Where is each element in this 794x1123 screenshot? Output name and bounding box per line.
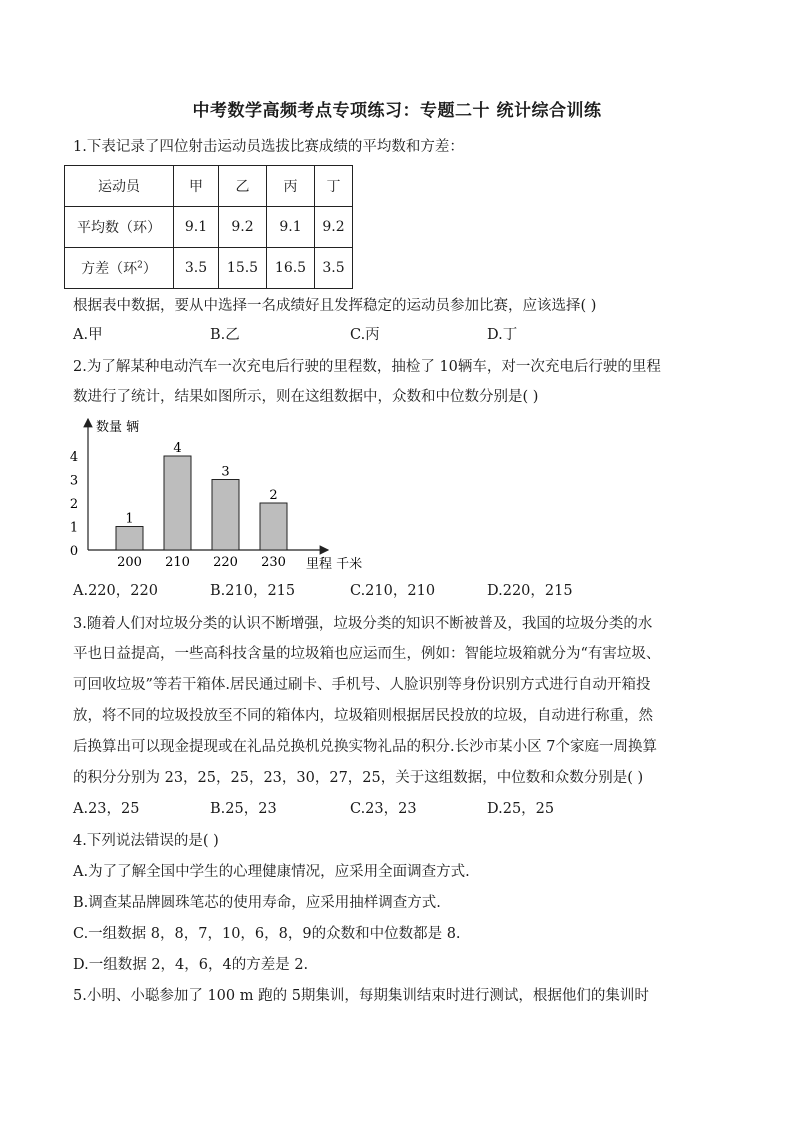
bar-data-label: 4 [173,441,182,456]
table-cell: 丁 [315,166,353,207]
q2-stem-line-1: 2.为了解某种电动汽车一次充电后行驶的里程数，抽检了 10辆车，对一次充电后行驶的里程 [73,359,661,375]
table-cell: 3.5 [315,248,353,289]
table-row [65,166,353,207]
q4-option-c: C.一组数据 8，8，7，10，6，8，9的众数和中位数都是 8. [73,926,461,942]
x-tick-label: 230 [261,555,286,570]
q2-option-b: B.210，215 [210,583,296,599]
table-cell: 9.2 [315,207,353,248]
table-cell: 甲 [174,166,219,207]
table-cell: 16.5 [267,248,315,289]
q1-score-table [64,165,353,289]
q3-option-a: A.23，25 [73,801,140,817]
q3-line-6: 的积分分别为 23，25，25，23，30，27，25，关于这组数据，中位数和众数分别是( ) [73,770,644,786]
table-cell [65,248,174,289]
q3-line-2: 平也日益提高，一些高科技含量的垃圾箱也应运而生，例如：智能垃圾箱就分为“有害垃圾、 [73,646,661,662]
q1-option-c: C.丙 [350,327,380,343]
q4-option-d: D.一组数据 2，4，6，4的方差是 2. [73,957,309,973]
table-row [65,207,353,248]
q1-option-d: D.丁 [487,327,518,343]
q3-line-1: 3.随着人们对垃圾分类的认识不断增强，垃圾分类的知识不断被普及，我国的垃圾分类的水 [73,616,653,632]
y-tick-label: 0 [69,544,79,559]
bar [164,456,191,550]
y-tick-label: 4 [69,450,79,465]
y-axis-label: 数量 辆 [96,420,140,435]
q3-option-d: D.25，25 [487,801,555,817]
q3-line-4: 放，将不同的垃圾投放至不同的箱体内，垃圾箱则根据居民投放的垃圾，自动进行称重，然 [73,708,653,724]
page-title: 中考数学高频考点专项练习：专题二十 统计综合训练 [192,101,602,121]
q3-option-b: B.25，23 [210,801,277,817]
y-tick-label: 2 [69,497,79,512]
x-tick-label: 200 [117,555,142,570]
q1-option-b: B.乙 [210,327,240,343]
bar-data-label: 3 [221,464,230,480]
y-tick-label: 3 [69,473,79,489]
q3-option-c: C.23，23 [350,801,417,817]
q4-option-a: A.为了了解全国中学生的心理健康情况，应采用全面调查方式. [73,864,470,880]
q2-option-a: A.220，220 [73,583,158,599]
variance-label: 方差（环 [81,261,138,277]
bar [116,527,143,551]
q5-stem: 5.小明、小聪参加了 100 m 跑的 5期集训，每期集训结束时进行测试，根据他们的集训时 [73,988,649,1004]
bar [260,503,287,550]
superscript: 2 [137,260,143,271]
q1-question: 根据表中数据，要从中选择一名成绩好且发挥稳定的运动员参加比赛，应该选择( ) [73,298,597,314]
bar [212,480,239,551]
q3-line-3: 可回收垃圾”等若干箱体.居民通过刷卡、手机号、人脸识别等身份识别方式进行自动开箱投 [73,677,651,693]
q2-option-d: D.220，215 [487,583,573,599]
q2-option-c: C.210，210 [350,583,436,599]
table-cell: 丙 [267,166,315,207]
mileage-bar-chart [60,415,380,575]
q1-stem: 1.下表记录了四位射击运动员选拔比赛成绩的平均数和方差： [73,139,464,155]
table-cell: 运动员 [65,166,174,207]
table-cell: 9.1 [174,207,219,248]
y-tick-label: 1 [69,520,79,536]
table-cell: 9.2 [219,207,267,248]
table-row [65,248,353,289]
q2-stem-line-2: 数进行了统计，结果如图所示，则在这组数据中，众数和中位数分别是( ) [73,389,539,405]
x-axis-label: 里程 千米 [306,557,363,572]
q4-stem: 4.下列说法错误的是( ) [73,833,219,849]
table-cell: 15.5 [219,248,267,289]
q1-option-a: A.甲 [73,327,103,343]
x-tick-label: 220 [213,555,238,570]
table-cell: 3.5 [174,248,219,289]
q4-option-b: B.调查某品牌圆珠笔芯的使用寿命，应采用抽样调查方式. [73,895,441,911]
table-cell: 平均数（环） [65,207,174,248]
x-tick-label: 210 [165,555,190,570]
bar-data-label: 2 [269,488,278,503]
table-cell: 乙 [219,166,267,207]
variance-label-end: ） [142,261,157,277]
table-cell: 9.1 [267,207,315,248]
q3-line-5: 后换算出可以现金提现或在礼品兑换机兑换实物礼品的积分.长沙市某小区 7个家庭一周换算 [73,739,657,755]
bar-data-label: 1 [125,511,134,527]
